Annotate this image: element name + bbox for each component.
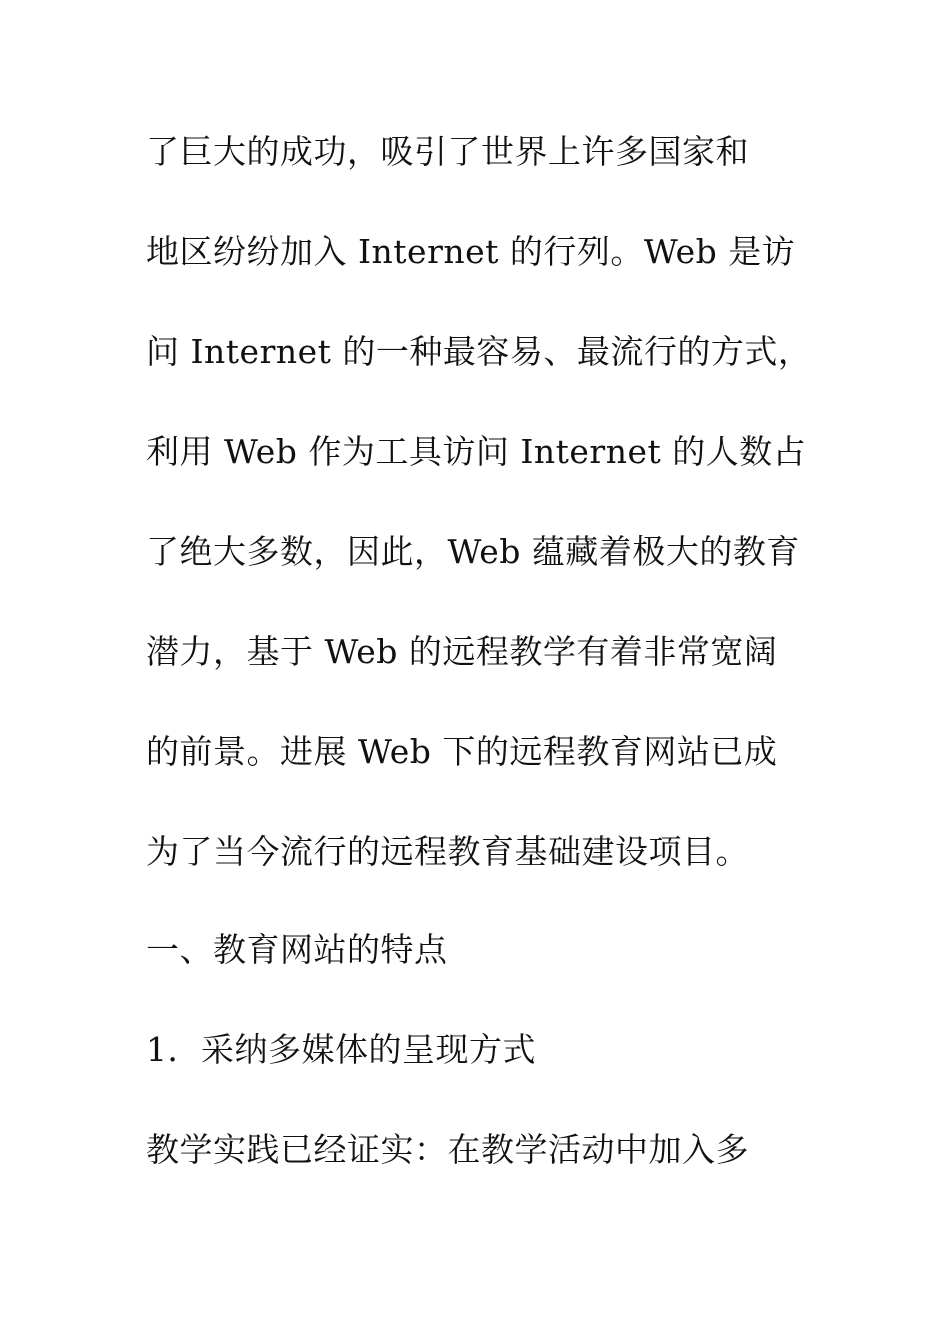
paragraph-line-1: 了巨大的成功，吸引了世界上许多国家和: [146, 132, 749, 171]
paragraph-line-8: 为了当今流行的远程教育基础建设项目。: [146, 832, 749, 871]
paragraph-line-5: 了绝大多数，因此，Web 蕴藏着极大的教育: [146, 532, 800, 571]
paragraph-line-2: 地区纷纷加入 Internet 的行列。Web 是访: [146, 232, 796, 271]
section-heading: 一、教育网站的特点: [146, 930, 448, 969]
paragraph-line-4: 利用 Web 作为工具访问 Internet 的人数占: [146, 432, 807, 471]
paragraph-line-6: 潜力，基于 Web 的远程教学有着非常宽阔: [146, 632, 778, 671]
paragraph-line-7: 的前景。进展 Web 下的远程教育网站已成: [146, 732, 778, 771]
paragraph-line-9: 教学实践已经证实：在教学活动中加入多: [146, 1130, 749, 1169]
subsection-heading: 1．采纳多媒体的呈现方式: [146, 1030, 536, 1069]
paragraph-line-3: 问 Internet 的一种最容易、最流行的方式，: [146, 332, 812, 371]
